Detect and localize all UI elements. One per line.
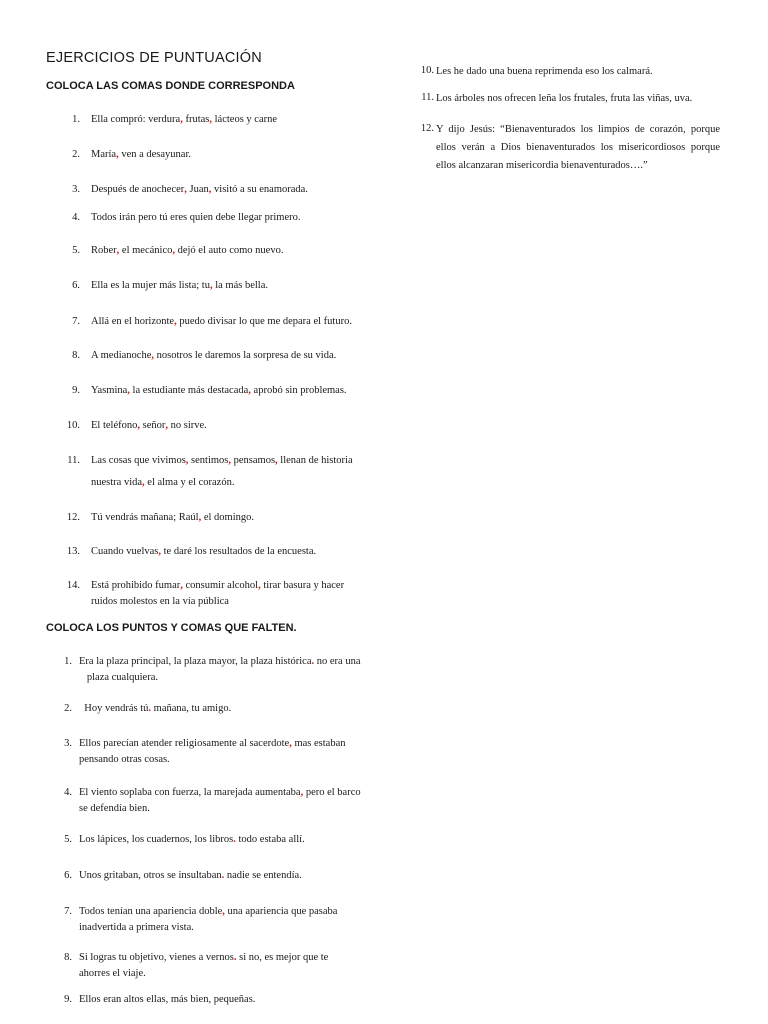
text-segment: pensamos (231, 455, 276, 466)
section-heading-periods-commas: COLOCA LOS PUNTOS Y COMAS QUE FALTEN. (46, 622, 297, 634)
item-number: 14. (66, 580, 80, 591)
item-number: 11. (67, 455, 80, 466)
item-number: 2. (72, 149, 80, 160)
text-segment: aprobó sin problemas. (250, 385, 347, 396)
punctuation-mark: , (248, 385, 251, 396)
punctuation-mark: , (258, 580, 261, 591)
item-number: 6. (64, 870, 72, 881)
punctuation-mark: . (311, 656, 315, 667)
text-segment: nadie se entendía. (224, 870, 302, 881)
item-text (91, 147, 366, 163)
item-text (79, 868, 369, 884)
text-segment: visitó a su enamorada. (211, 184, 308, 195)
section-heading-commas: COLOCA LAS COMAS DONDE CORRESPONDA (46, 80, 295, 92)
text-segment: se defendía bien. (79, 803, 150, 814)
item-text (79, 736, 369, 768)
text-segment: la más bella. (212, 280, 269, 291)
punctuation-mark: , (222, 906, 225, 917)
text-segment: Ella compró: verdura (91, 114, 181, 125)
item-number: 12. (420, 123, 434, 134)
item-text (91, 578, 366, 610)
item-number: 1. (64, 656, 72, 667)
item-number: 8. (72, 350, 80, 361)
punctuation-mark: , (116, 149, 119, 160)
text-segment: Todos irán pero tú eres quien debe llegar primero. (91, 212, 301, 223)
text-segment: Y dijo Jesús: “Bienaventurados los limpios de corazón, porque ellos verán a Dios bienaventurados los misericordiosos porque ellos alcanzaran misericordia bienaventurados….” (436, 124, 720, 171)
item-text (91, 210, 366, 226)
item-text (91, 510, 366, 526)
item-text (79, 701, 369, 717)
item-number: 6. (72, 280, 80, 291)
text-segment: Cuando vuelvas (91, 546, 159, 557)
item-text (79, 904, 369, 936)
text-segment: Si logras tu objetivo, vienes a vernos (79, 952, 234, 963)
item-text (79, 785, 369, 817)
item-text (91, 544, 366, 560)
text-segment: Ellos eran altos ellas, más bien, pequeñas. (79, 994, 256, 1005)
punctuation-mark: , (151, 350, 154, 361)
text-segment: el mecánico (119, 245, 173, 256)
text-segment: puedo divisar lo que me depara el futuro. (176, 316, 352, 327)
text-segment: la estudiante más destacada (129, 385, 249, 396)
punctuation-mark: , (137, 420, 140, 431)
punctuation-mark: . (233, 834, 236, 845)
item-number: 3. (72, 184, 80, 195)
item-text (91, 112, 366, 128)
item-text (436, 121, 720, 175)
text-segment: no sirve. (167, 420, 207, 431)
text-segment: ahorres el viaje. (79, 968, 146, 979)
punctuation-mark: , (174, 316, 177, 327)
item-text (436, 90, 720, 108)
text-segment: lácteos y carne (212, 114, 278, 125)
text-segment: Ellos parecían atender religiosamente al sacerdote (79, 738, 290, 749)
item-number: 8. (64, 952, 72, 963)
text-segment: si no, es mejor que te (236, 952, 329, 963)
text-segment: Los árboles nos ofrecen leña los frutales, fruta las viñas, uva. (436, 93, 693, 104)
punctuation-mark: . (233, 952, 237, 963)
item-number: 11. (421, 92, 434, 103)
item-text (91, 182, 366, 198)
punctuation-mark: , (185, 455, 189, 466)
text-segment: Les he dado una buena reprimenda eso los calmará. (436, 66, 653, 77)
item-text (79, 950, 369, 982)
punctuation-mark: , (142, 477, 145, 488)
text-segment: consumir alcohol (182, 580, 259, 591)
text-segment: Era la plaza principal, la plaza mayor, la plaza histórica (79, 656, 312, 667)
item-text (91, 314, 366, 330)
item-number: 1. (72, 114, 80, 125)
text-segment: Yasmina (91, 385, 128, 396)
item-number: 5. (72, 245, 80, 256)
text-segment: todo estaba allí. (235, 834, 305, 845)
item-text (91, 278, 366, 294)
item-number: 10. (420, 65, 434, 76)
text-segment: Está prohibido fumar (91, 580, 181, 591)
item-text (91, 418, 366, 434)
punctuation-mark: , (116, 245, 120, 256)
text-segment: tirar basura y hacer (260, 580, 345, 591)
text-segment: Ella es la mujer más lista; tu (91, 280, 210, 291)
item-number: 7. (64, 906, 72, 917)
item-number: 9. (64, 994, 72, 1005)
document-title: EJERCICIOS DE PUNTUACIÓN (46, 50, 262, 66)
punctuation-mark: , (198, 512, 202, 523)
punctuation-mark: , (172, 245, 175, 256)
punctuation-mark: , (275, 455, 278, 466)
punctuation-mark: , (184, 184, 187, 195)
text-segment: inadvertida a primera vista. (79, 922, 194, 933)
text-segment: ruidos molestos en la vía pública (91, 596, 229, 607)
item-number: 4. (64, 787, 72, 798)
text-segment: Después de anochecer (91, 184, 185, 195)
item-number: 13. (66, 546, 80, 557)
text-segment: pensando otras cosas. (79, 754, 170, 765)
punctuation-mark: , (127, 385, 130, 396)
punctuation-mark: , (158, 546, 161, 557)
text-segment: Los lápices, los cuadernos, los libros (79, 834, 234, 845)
item-number: 4. (72, 212, 80, 223)
text-segment: Las cosas que vivimos (91, 455, 186, 466)
text-segment: El viento soplaba con fuerza, la marejada aumentaba (79, 787, 301, 798)
punctuation-mark: , (180, 580, 183, 591)
punctuation-mark: , (209, 114, 213, 125)
punctuation-mark: . (221, 870, 225, 881)
text-segment: el domingo. (201, 512, 255, 523)
item-text (91, 383, 366, 399)
item-text (79, 832, 369, 848)
text-segment: el alma y el corazón. (144, 477, 235, 488)
text-segment: mañana, tu amigo. (151, 703, 232, 714)
text-segment: sentimos (188, 455, 229, 466)
text-segment: Juan (186, 184, 209, 195)
punctuation-mark: , (180, 114, 183, 125)
item-number: 9. (72, 385, 80, 396)
text-segment: A medianoche (91, 350, 152, 361)
text-segment: pero el barco (303, 787, 361, 798)
text-segment: Unos gritaban, otros se insultaban (79, 870, 222, 881)
text-segment: María (91, 149, 117, 160)
text-segment: llenan de historia (277, 455, 353, 466)
item-number: 3. (64, 738, 72, 749)
punctuation-mark: , (165, 420, 168, 431)
item-text (91, 453, 366, 491)
punctuation-mark: , (209, 280, 213, 291)
text-segment: El teléfono (91, 420, 138, 431)
text-segment: Tú vendrás mañana; Raúl (91, 512, 199, 523)
item-number: 5. (64, 834, 72, 845)
text-segment: no era una (314, 656, 361, 667)
text-segment: Hoy vendrás tú (79, 703, 149, 714)
punctuation-mark: , (300, 787, 304, 798)
text-segment: nuestra vida (91, 477, 143, 488)
item-number: 10. (66, 420, 80, 431)
text-segment: Rober (91, 245, 117, 256)
item-text (91, 348, 366, 364)
text-segment: te daré los resultados de la encuesta. (161, 546, 317, 557)
text-segment: frutas (182, 114, 210, 125)
text-segment: nosotros le daremos la sorpresa de su vida. (153, 350, 337, 361)
item-text (91, 243, 366, 259)
item-number: 2. (64, 703, 72, 714)
text-segment: mas estaban (291, 738, 346, 749)
text-segment: plaza cualquiera. (79, 672, 158, 683)
text-segment: Allá en el horizonte (91, 316, 175, 327)
item-text (79, 992, 369, 1008)
item-number: 7. (72, 316, 80, 327)
punctuation-mark: . (148, 703, 152, 714)
text-segment: una apariencia que pasaba (224, 906, 338, 917)
punctuation-mark: , (228, 455, 231, 466)
text-segment: ven a desayunar. (118, 149, 192, 160)
punctuation-mark: , (208, 184, 212, 195)
item-number: 12. (66, 512, 80, 523)
punctuation-mark: , (289, 738, 292, 749)
text-segment: dejó el auto como nuevo. (174, 245, 284, 256)
item-text (436, 63, 720, 81)
text-segment: Todos tenían una apariencia doble (79, 906, 223, 917)
item-text (79, 654, 369, 686)
text-segment: señor (139, 420, 166, 431)
